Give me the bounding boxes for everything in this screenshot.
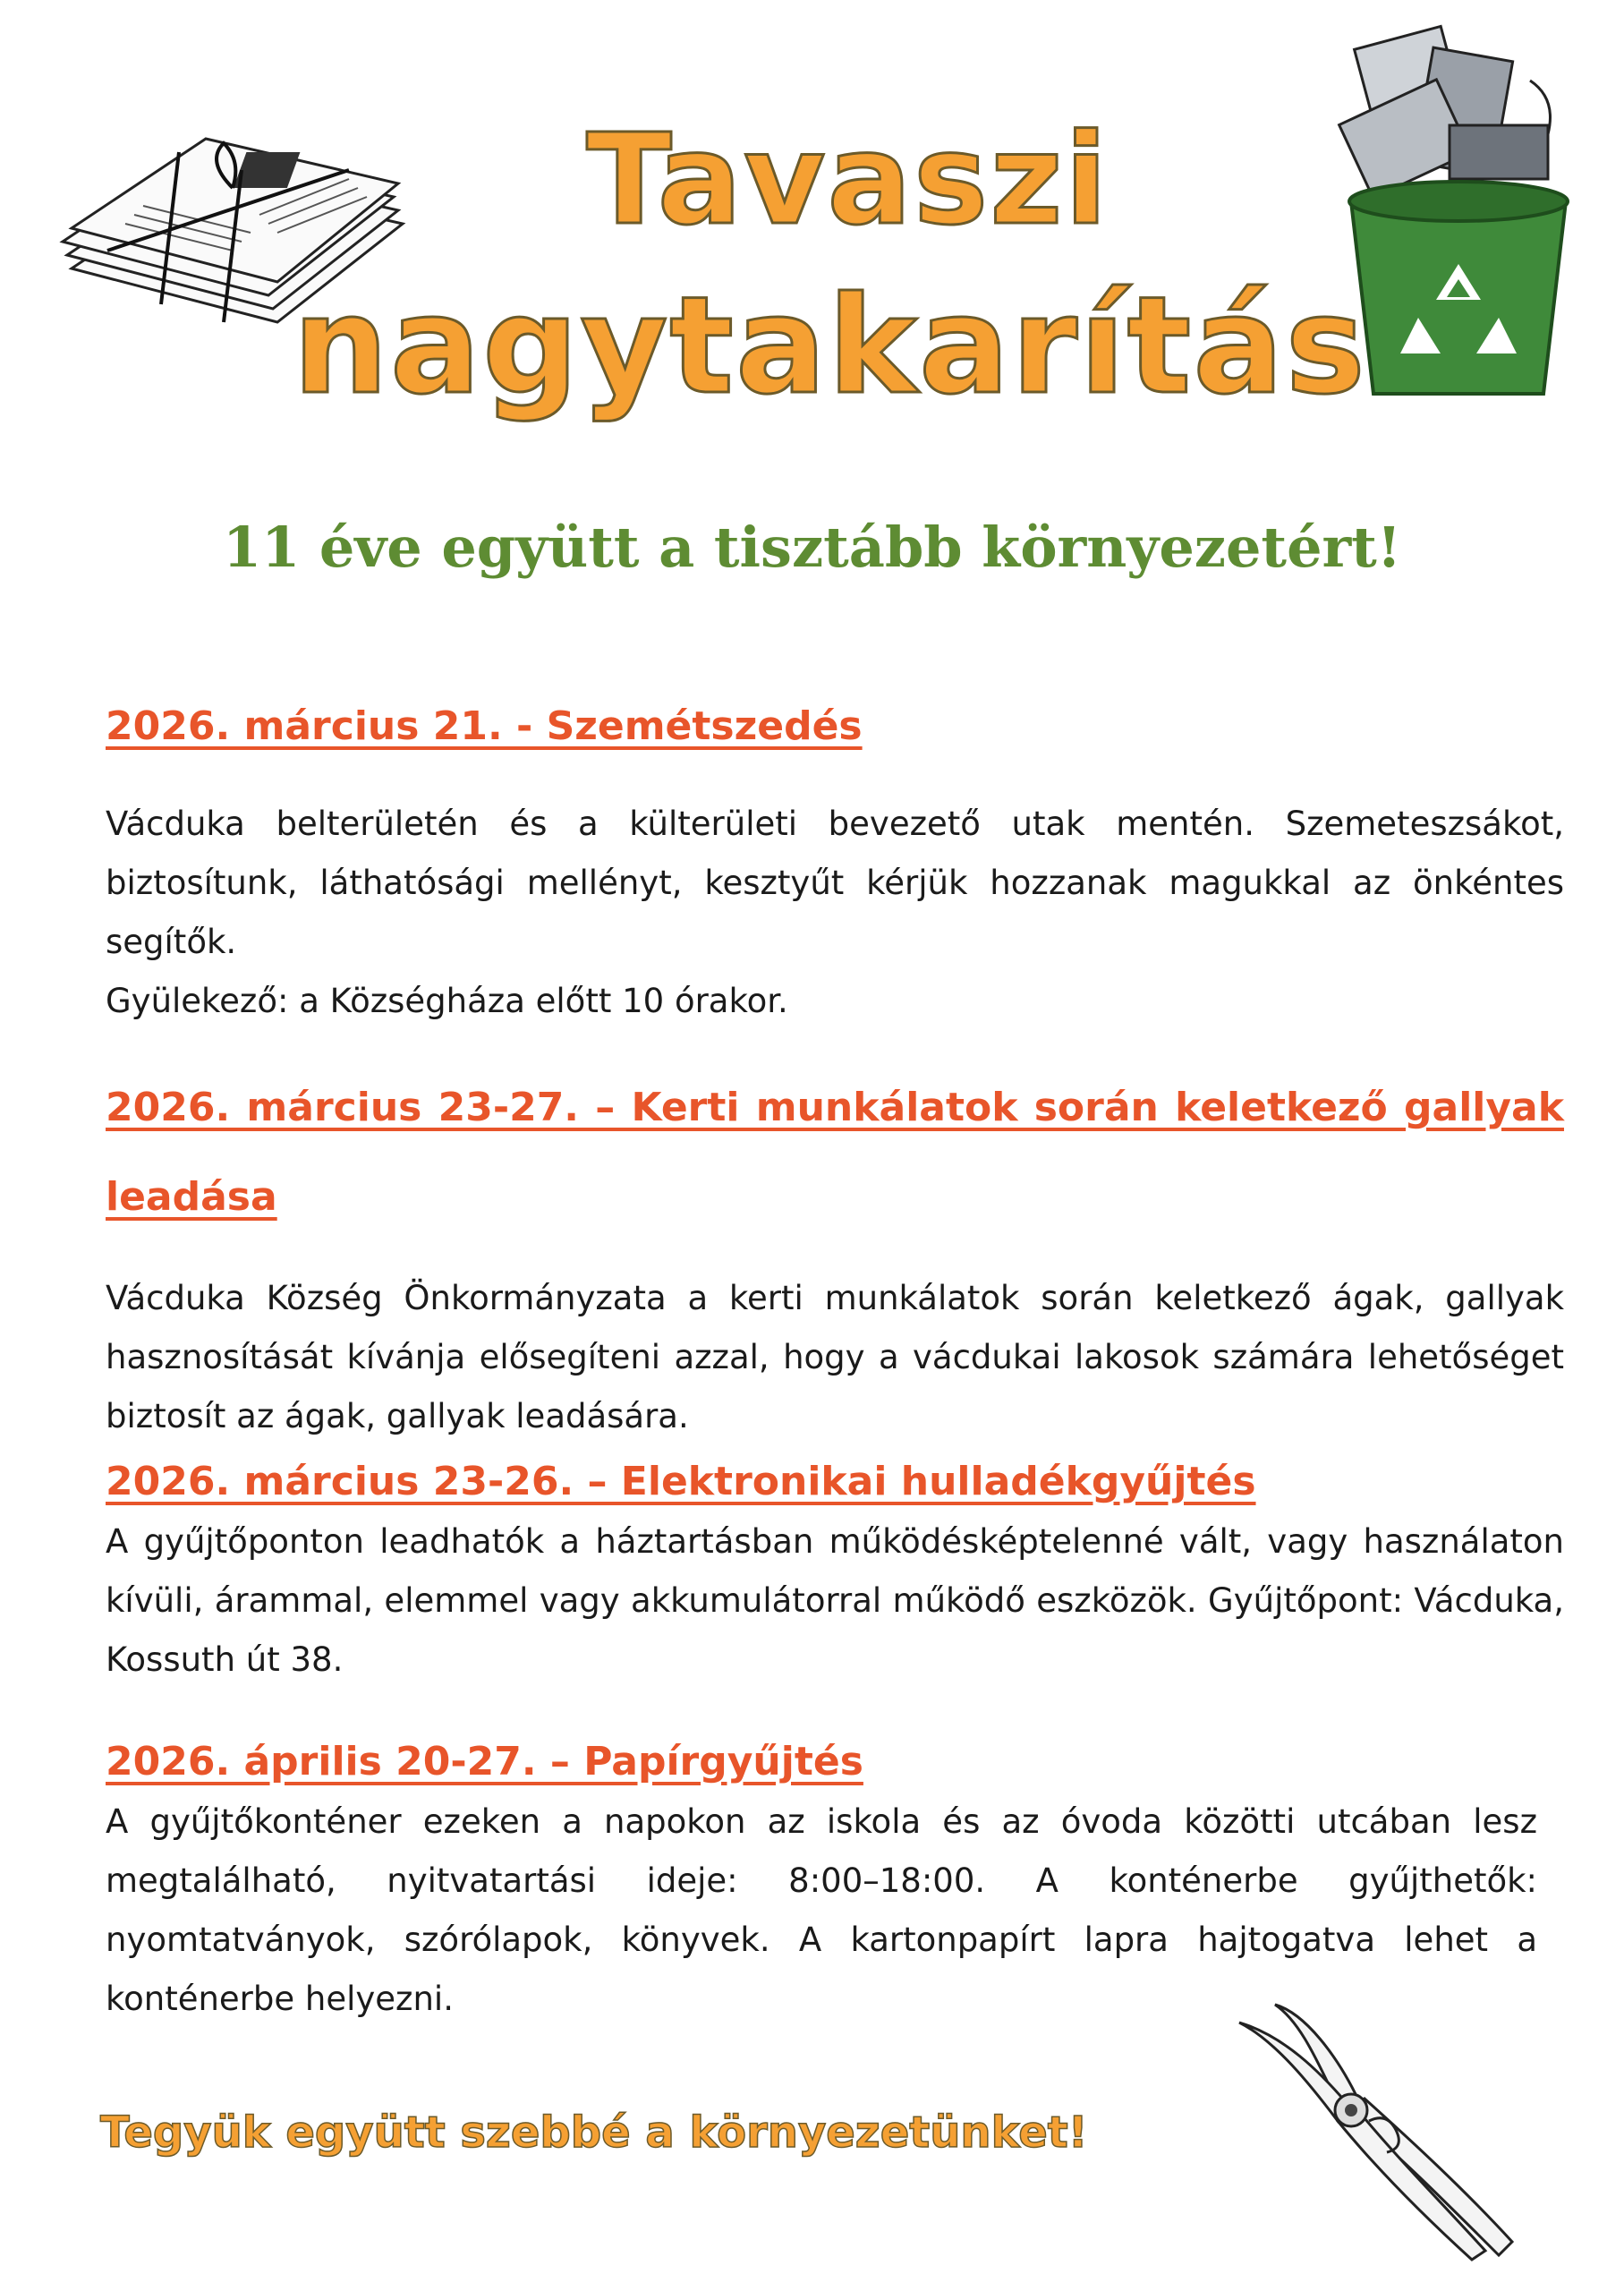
section-paragraph: Vácduka belterületén és a külterületi bevezető utak mentén. Szemeteszsákot, biztosítunk, láthatósági mellényt, kesztyűt kérjük hozzanak magukkal az önkéntes segítők. [106, 805, 1564, 962]
section-paragraph: Gyülekező: a Községháza előtt 10 órakor. [106, 982, 788, 1021]
subtitle: 11 éve együtt a tisztább környezetért! [222, 515, 1402, 580]
section-paragraph: A gyűjtőkonténer ezeken a napokon az iskola és az óvoda közötti utcában lesz megtalálható, nyitvatartási ideje: 8:00–18:00. A konténerbe gyűjthetők: nyomtatványok, szórólapok, könyvek. A kartonpapírt lapra hajtogatva lehet a konténerbe helyezni. [106, 1802, 1537, 2019]
title-line-1: Tavaszi [586, 107, 1110, 253]
section-elektronikai [106, 1452, 1564, 1690]
section-heading: 2026. március 23-27. – Kerti munkálatok során keletkező gallyak leadása [106, 1085, 1564, 1220]
section-paragraph: Vácduka Község Önkormányzata a kerti munkálatok során keletkező ágak, gallyak hasznosítását kívánja elősegíteni azzal, hogy a vácdukai lakosok számára lehetőséget biztosít az ágak, gallyak leadására. [106, 1279, 1564, 1435]
section-gallyak [106, 1063, 1564, 1446]
section-paragraph: A gyűjtőponton leadhatók a háztartásban működésképtelenné vált, vagy használaton kívüli, árammal, elemmel vagy akkumulátorral működő eszközök. Gyűjtőpont: Vácduka, Kossuth út 38. [106, 1522, 1564, 1680]
section-szemetszedes [106, 696, 1564, 1031]
section-heading: 2026. április 20-27. – Papírgyűjtés [106, 1739, 863, 1784]
title-line-2: nagytakarítás [293, 268, 1367, 424]
section-heading: 2026. március 23-26. – Elektronikai hulladékgyűjtés [106, 1459, 1256, 1504]
footer-slogan: Tegyük együtt szebbé a környezetünket! [100, 2108, 1088, 2158]
section-heading: 2026. március 21. - Szemétszedés [106, 703, 863, 749]
section-papirgyujtes [106, 1732, 1564, 2029]
pruning-shears-icon [1221, 1987, 1526, 2273]
